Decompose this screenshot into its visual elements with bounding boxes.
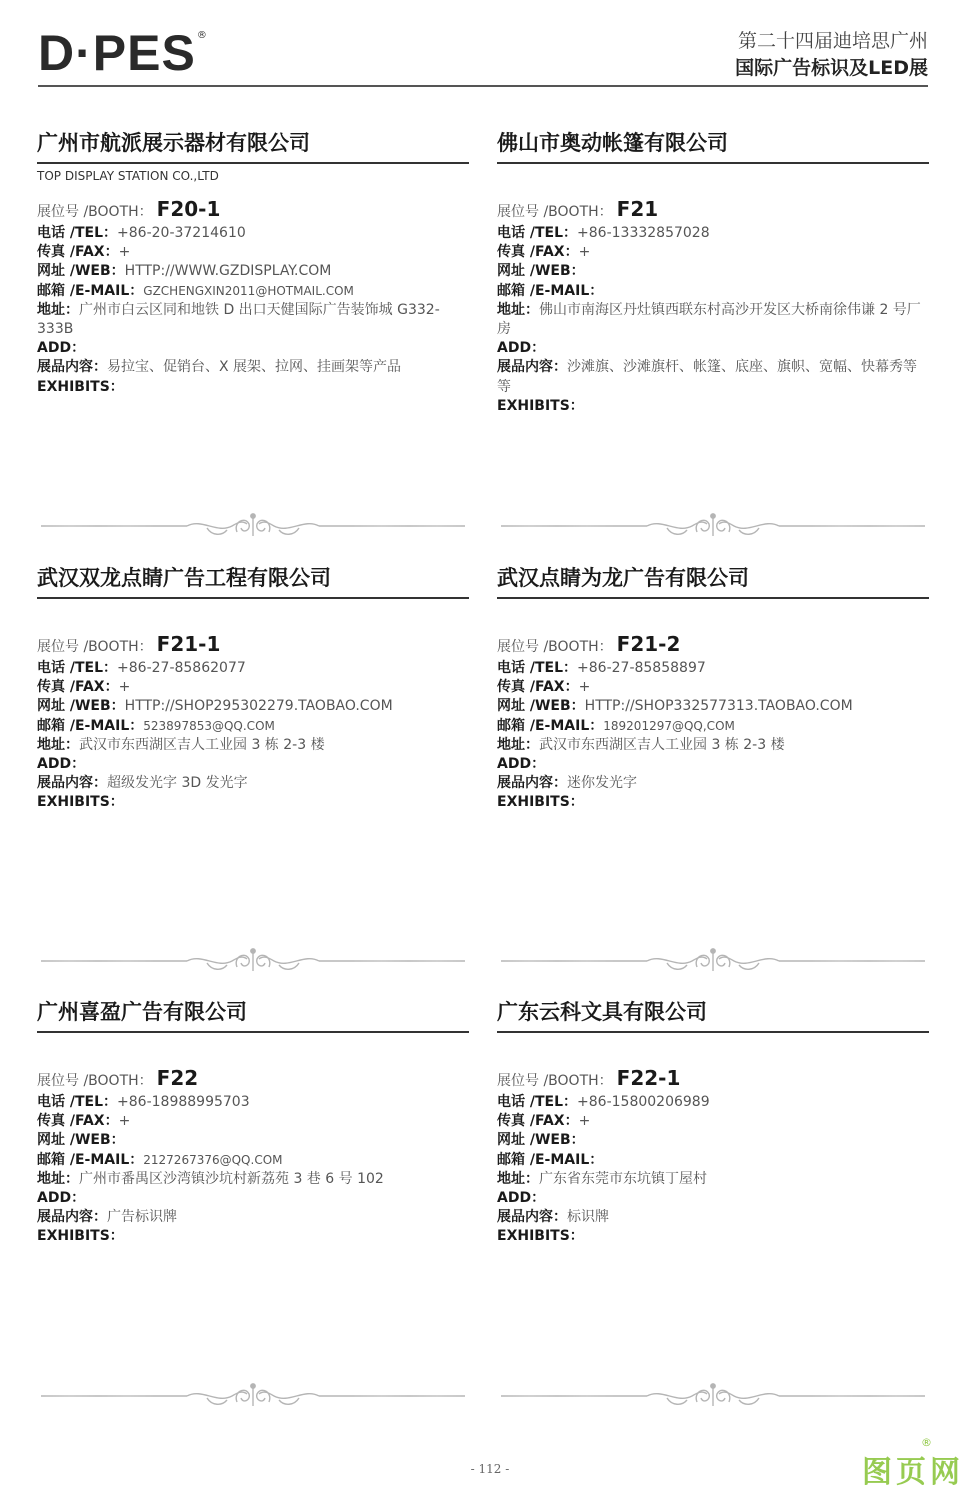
tel-label: 电话 /TEL： xyxy=(37,660,118,676)
exhibits-label: 展品内容： xyxy=(37,359,107,376)
ornament-divider xyxy=(37,943,469,979)
exhibits-en-label: EXHIBITS： xyxy=(37,1228,124,1245)
tel-label: 电话 /TEL： xyxy=(497,660,578,676)
company-card xyxy=(497,997,929,1247)
web-value: HTTP://WWW.GZDISPLAY.COM xyxy=(124,263,332,280)
company-card xyxy=(497,563,929,813)
company-name-en xyxy=(497,168,929,184)
company-name-en xyxy=(497,1037,929,1053)
tel-value: +86-20-37214610 xyxy=(117,225,246,241)
booth-row xyxy=(497,197,929,224)
booth-number: F21-1 xyxy=(156,632,221,656)
fax-value: + xyxy=(118,679,131,696)
exhibits-en-label: EXHIBITS： xyxy=(37,794,124,811)
ornament-divider xyxy=(497,1378,929,1414)
booth-label: 展位号 /BOOTH： xyxy=(37,204,153,220)
tel-label: 电话 /TEL： xyxy=(37,225,118,241)
address-value: 广州市番禺区沙湾镇沙坑村新荔苑 3 巷 6 号 102 xyxy=(79,1170,384,1187)
company-name-en xyxy=(37,603,469,619)
booth-row xyxy=(37,632,469,659)
company-name: 佛山市奥动帐篷有限公司 xyxy=(497,128,929,164)
booth-row xyxy=(37,197,469,224)
fax-value: + xyxy=(578,1113,591,1130)
address-label: 地址： xyxy=(497,301,539,318)
booth-row xyxy=(37,1066,469,1093)
booth-number: F22 xyxy=(156,1066,199,1090)
ornament-divider xyxy=(37,508,469,544)
event-title xyxy=(735,28,928,82)
fax-value: + xyxy=(118,244,131,261)
tel-value: +86-13332857028 xyxy=(577,225,710,241)
exhibits-value: 易拉宝、促销台、X 展架、拉网、挂画架等产品 xyxy=(107,359,402,376)
exhibits-label: 展品内容： xyxy=(497,775,567,792)
booth-number: F21 xyxy=(616,197,659,221)
address-value: 广东省东莞市东坑镇丁屋村 xyxy=(539,1170,707,1187)
company-name-en xyxy=(37,1037,469,1053)
email-label: 邮箱 /E-MAIL： xyxy=(37,282,144,299)
address-label: 地址： xyxy=(497,736,539,753)
booth-label: 展位号 /BOOTH： xyxy=(37,1073,153,1089)
watermark-logo: 图页网 xyxy=(862,1455,964,1490)
company-card xyxy=(37,997,469,1247)
add-label: ADD： xyxy=(37,756,86,773)
exhibits-value: 广告标识牌 xyxy=(107,1209,177,1226)
fax-label: 传真 /FAX： xyxy=(497,679,579,696)
add-label: ADD： xyxy=(37,340,86,357)
exhibits-en-label: EXHIBITS： xyxy=(497,1228,584,1245)
tel-label: 电话 /TEL： xyxy=(497,1094,578,1110)
ornament-divider xyxy=(37,1378,469,1414)
booth-label: 展位号 /BOOTH： xyxy=(497,1073,613,1089)
registered-mark: ® xyxy=(196,29,207,41)
company-name-en: TOP DISPLAY STATION CO.,LTD xyxy=(37,169,219,183)
web-value: HTTP://SHOP332577313.TAOBAO.COM xyxy=(584,698,853,715)
tel-value: +86-15800206989 xyxy=(577,1094,710,1110)
fax-value: + xyxy=(118,1113,131,1130)
address-value: 武汉市东西湖区吉人工业园 3 栋 2-3 楼 xyxy=(539,736,785,753)
booth-row xyxy=(497,632,929,659)
email-label: 邮箱 /E-MAIL： xyxy=(497,717,604,734)
watermark-registered-mark: ® xyxy=(921,1436,932,1449)
logo-text: D·PES xyxy=(38,25,196,81)
email-value: 189201297@QQ,COM xyxy=(603,718,735,733)
email-label: 邮箱 /E-MAIL： xyxy=(497,282,604,299)
page-number: - 112 - xyxy=(470,1462,510,1476)
company-name: 广州喜盈广告有限公司 xyxy=(37,997,469,1033)
exhibits-label: 展品内容： xyxy=(37,1209,107,1226)
company-card xyxy=(37,128,469,397)
page-header xyxy=(0,0,980,90)
booth-label: 展位号 /BOOTH： xyxy=(497,204,613,220)
booth-number: F22-1 xyxy=(616,1066,681,1090)
company-name: 武汉双龙点睛广告工程有限公司 xyxy=(37,563,469,599)
fax-value: + xyxy=(578,244,591,261)
email-label: 邮箱 /E-MAIL： xyxy=(37,1151,144,1168)
booth-number: F21-2 xyxy=(616,632,681,656)
web-label: 网址 /WEB： xyxy=(497,263,585,280)
exhibits-label: 展品内容： xyxy=(497,359,567,376)
exhibits-label: 展品内容： xyxy=(497,1209,567,1226)
email-value: 2127267376@QQ.COM xyxy=(143,1152,283,1167)
fax-label: 传真 /FAX： xyxy=(37,244,119,261)
email-label: 邮箱 /E-MAIL： xyxy=(497,1151,604,1168)
booth-label: 展位号 /BOOTH： xyxy=(37,639,153,655)
email-value: GZCHENGXIN2011@HOTMAIL.COM xyxy=(143,283,354,298)
web-label: 网址 /WEB： xyxy=(37,698,125,715)
booth-row xyxy=(497,1066,929,1093)
exhibits-en-label: EXHIBITS： xyxy=(37,378,124,395)
company-name: 广州市航派展示器材有限公司 xyxy=(37,128,469,164)
address-label: 地址： xyxy=(37,301,79,318)
web-value: HTTP://SHOP295302279.TAOBAO.COM xyxy=(124,698,393,715)
exhibits-value: 迷你发光字 xyxy=(567,775,637,792)
add-label: ADD： xyxy=(37,1190,86,1207)
tel-value: +86-27-85862077 xyxy=(117,660,246,676)
company-card xyxy=(497,128,929,416)
fax-value: + xyxy=(578,679,591,696)
add-label: ADD： xyxy=(497,756,546,773)
booth-label: 展位号 /BOOTH： xyxy=(497,639,613,655)
address-label: 地址： xyxy=(497,1170,539,1187)
address-label: 地址： xyxy=(37,736,79,753)
fax-label: 传真 /FAX： xyxy=(37,679,119,696)
exhibits-en-label: EXHIBITS： xyxy=(497,397,584,414)
tel-value: +86-18988995703 xyxy=(117,1094,250,1110)
add-label: ADD： xyxy=(497,1190,546,1207)
header-divider xyxy=(38,85,928,87)
address-value: 武汉市东西湖区吉人工业园 3 栋 2-3 楼 xyxy=(79,736,325,753)
web-label: 网址 /WEB： xyxy=(497,698,585,715)
address-label: 地址： xyxy=(37,1170,79,1187)
email-value: 523897853@QQ.COM xyxy=(143,718,275,733)
exhibits-en-label: EXHIBITS： xyxy=(497,794,584,811)
web-label: 网址 /WEB： xyxy=(497,1132,585,1149)
company-name-en xyxy=(497,603,929,619)
exhibits-value: 超级发光字 3D 发光字 xyxy=(107,775,248,792)
fax-label: 传真 /FAX： xyxy=(37,1113,119,1130)
company-name: 武汉点睛为龙广告有限公司 xyxy=(497,563,929,599)
ornament-divider xyxy=(497,508,929,544)
tel-label: 电话 /TEL： xyxy=(497,225,578,241)
fax-label: 传真 /FAX： xyxy=(497,1113,579,1130)
event-title-line1: 第二十四届迪培思广州 xyxy=(737,30,928,52)
booth-number: F20-1 xyxy=(156,197,221,221)
event-title-line2: 国际广告标识及LED展 xyxy=(735,57,928,79)
email-label: 邮箱 /E-MAIL： xyxy=(37,717,144,734)
tel-label: 电话 /TEL： xyxy=(37,1094,118,1110)
add-label: ADD： xyxy=(497,340,546,357)
web-label: 网址 /WEB： xyxy=(37,263,125,280)
ornament-divider xyxy=(497,943,929,979)
web-label: 网址 /WEB： xyxy=(37,1132,125,1149)
exhibits-value: 标识牌 xyxy=(567,1209,609,1226)
exhibits-label: 展品内容： xyxy=(37,775,107,792)
company-name: 广东云科文具有限公司 xyxy=(497,997,929,1033)
exhibits-value: 沙滩旗、沙滩旗杆、帐篷、底座、旗帜、宽幅、快幕秀等等 xyxy=(497,359,917,395)
dpes-logo xyxy=(38,25,207,81)
fax-label: 传真 /FAX： xyxy=(497,244,579,261)
company-card xyxy=(37,563,469,813)
address-value: 广州市白云区同和地铁 D 出口天健国际广告装饰城 G332-333B xyxy=(37,301,440,338)
address-value: 佛山市南海区丹灶镇西联东村高沙开发区大桥南徐伟谦 2 号厂房 xyxy=(497,301,921,338)
tel-value: +86-27-85858897 xyxy=(577,660,706,676)
